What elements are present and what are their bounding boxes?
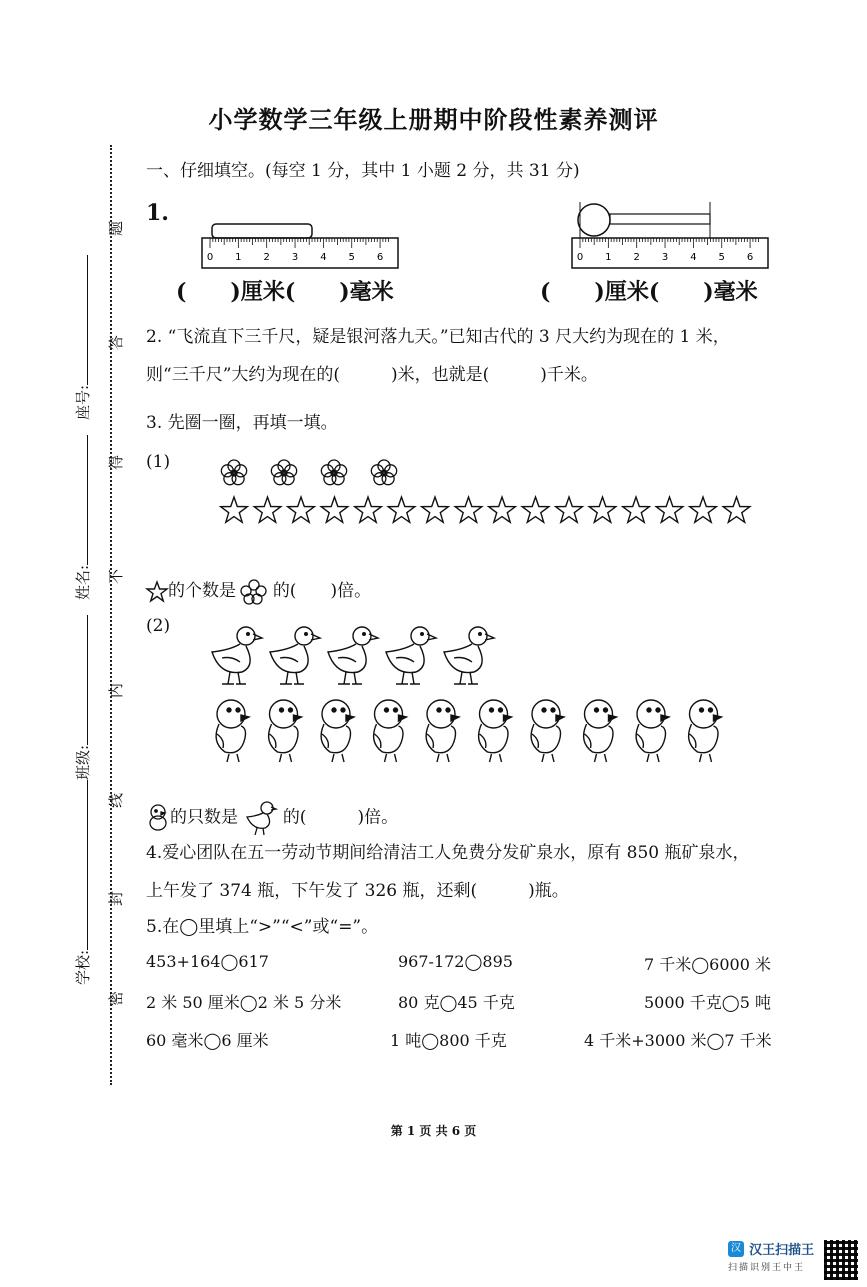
star-mark xyxy=(221,497,248,522)
chick-mark xyxy=(216,700,249,762)
star-mark xyxy=(522,497,549,522)
scanner-watermark xyxy=(728,1238,820,1278)
q1-number: 1. xyxy=(146,200,169,226)
duck-icon xyxy=(243,800,277,836)
q4-line2[interactable]: 上午发了 374 瓶，下午发了 326 瓶，还剩( )瓶。 xyxy=(146,881,569,901)
scanner-logo-icon: 汉 xyxy=(728,1241,744,1257)
star-mark xyxy=(623,497,650,522)
duck-mark xyxy=(212,627,262,684)
ducks-and-chicks xyxy=(205,622,745,772)
star-mark xyxy=(321,497,348,522)
section-heading: 一、仔细填空。(每空 1 分，其中 1 小题 2 分，共 31 分) xyxy=(146,161,580,181)
flower-mark xyxy=(321,460,346,485)
seal-char: 答 xyxy=(107,334,126,351)
ruler-tick-label: 1 xyxy=(605,252,612,263)
chick-mark xyxy=(584,700,617,762)
seal-char: 不 xyxy=(107,568,126,585)
flower-icon xyxy=(241,579,267,605)
star-mark xyxy=(690,497,717,522)
page-title: 小学数学三年级上册期中阶段性素养测评 xyxy=(208,105,659,134)
ruler-tick-label: 5 xyxy=(348,252,355,263)
duck-mark xyxy=(444,627,494,684)
chick-mark xyxy=(531,700,564,762)
q3-part2-text-b: 的( )倍。 xyxy=(282,807,399,828)
q5-item[interactable]: 453+164◯617 xyxy=(146,952,269,971)
seal-char: 内 xyxy=(107,682,126,699)
q5-item[interactable]: 80 克◯45 千克 xyxy=(398,993,515,1012)
star-icon xyxy=(146,581,168,603)
star-mark xyxy=(556,497,583,522)
q3-part1-text-b: 的( )倍。 xyxy=(272,581,372,601)
binding-line xyxy=(110,145,112,1085)
star-mark xyxy=(254,497,281,522)
ruler-tick-label: 6 xyxy=(376,252,384,263)
q5-item[interactable]: 60 毫米◯6 厘米 xyxy=(146,1031,269,1050)
ruler-tick-label: 4 xyxy=(690,252,697,263)
duck-mark xyxy=(328,627,378,684)
q5-item[interactable]: 4 千米+3000 米◯7 千米 xyxy=(584,1031,772,1050)
school-label: 学校: xyxy=(74,949,92,985)
seal-char: 题 xyxy=(107,220,126,237)
q3-part2-sentence[interactable] xyxy=(146,800,398,836)
star-mark xyxy=(288,497,315,522)
seal-char: 线 xyxy=(107,792,126,809)
star-mark xyxy=(455,497,482,522)
q1-left-answer[interactable]: ( )厘米( )毫米 xyxy=(176,279,394,305)
ruler-tick-label: 5 xyxy=(718,252,725,263)
q3-part1-text-a: 的个数是 xyxy=(168,581,236,601)
ruler-tick-label: 2 xyxy=(263,252,270,263)
chick-mark xyxy=(426,700,459,762)
star-mark xyxy=(355,497,382,522)
ruler-tick-label: 4 xyxy=(320,252,327,263)
q5-item[interactable]: 1 吨◯800 千克 xyxy=(390,1031,507,1050)
ruler-tick-label: 0 xyxy=(206,252,214,263)
q2-line2[interactable]: 则“三千尺”大约为现在的( )米，也就是( )千米。 xyxy=(146,365,598,385)
seal-char: 密 xyxy=(107,990,126,1007)
chick-mark xyxy=(636,700,669,762)
q3-part2-label: (2) xyxy=(146,616,171,636)
q3-part1-label: (1) xyxy=(146,452,171,472)
q2-line1: 2. “飞流直下三千尺，疑是银河落九天。”已知古代的 3 尺大约为现在的 1 米， xyxy=(146,327,730,347)
ruler-tick-label: 3 xyxy=(661,252,669,263)
chick-mark xyxy=(689,700,722,762)
flower-mark xyxy=(221,460,246,485)
seal-char: 得 xyxy=(107,454,126,471)
q1-right-answer[interactable]: ( )厘米( )毫米 xyxy=(540,279,758,305)
duck-mark xyxy=(270,627,320,684)
star-mark xyxy=(388,497,415,522)
q3-part2-text-a: 的只数是 xyxy=(170,807,238,828)
star-mark xyxy=(589,497,616,522)
flower-mark xyxy=(271,460,296,485)
duck-row xyxy=(212,627,494,684)
scanner-brand: 汉王扫描王 xyxy=(749,1243,815,1258)
q5-item[interactable]: 967-172◯895 xyxy=(398,952,513,971)
ruler-tick-label: 0 xyxy=(576,252,584,263)
name-field[interactable] xyxy=(72,435,93,600)
star-mark xyxy=(489,497,516,522)
chick-mark xyxy=(479,700,512,762)
seal-char: 封 xyxy=(107,890,126,907)
name-label: 姓名: xyxy=(74,564,92,600)
school-field[interactable] xyxy=(72,780,93,985)
flower-row xyxy=(221,460,396,485)
ruler-tick-label: 1 xyxy=(235,252,242,263)
ruler-tick-label: 3 xyxy=(291,252,299,263)
chick-mark xyxy=(374,700,407,762)
star-mark xyxy=(656,497,683,522)
chick-mark xyxy=(321,700,354,762)
seat-field[interactable] xyxy=(72,255,93,420)
qr-code-icon xyxy=(824,1240,858,1280)
flowers-and-stars xyxy=(218,455,758,530)
seat-label: 座号: xyxy=(74,384,92,420)
page-number: 第 1 页 共 6 页 xyxy=(390,1124,477,1138)
ruler-tick-label: 6 xyxy=(746,252,754,263)
q3-part1-sentence[interactable] xyxy=(146,576,371,605)
q3-heading: 3. 先圈一圈，再填一填。 xyxy=(146,413,338,433)
duck-mark xyxy=(386,627,436,684)
q5-item[interactable]: 5000 千克◯5 吨 xyxy=(644,993,771,1012)
chick-icon xyxy=(146,803,170,833)
star-mark xyxy=(422,497,449,522)
ruler-right xyxy=(566,198,771,273)
class-field[interactable] xyxy=(72,615,93,780)
ruler-left xyxy=(200,222,405,272)
q5-item[interactable]: 2 米 50 厘米◯2 米 5 分米 xyxy=(146,993,342,1012)
class-label: 班级: xyxy=(74,744,92,780)
q4-line1: 4.爱心团队在五一劳动节期间给清洁工人免费分发矿泉水，原有 850 瓶矿泉水， xyxy=(146,843,750,863)
star-row xyxy=(221,497,750,522)
chick-mark xyxy=(269,700,302,762)
star-mark xyxy=(723,497,750,522)
q5-item[interactable]: 7 千米◯6000 米 xyxy=(644,955,771,974)
flower-mark xyxy=(371,460,396,485)
q5-heading: 5.在◯里填上“>”“<”或“=”。 xyxy=(146,917,379,937)
chick-row xyxy=(216,700,721,762)
scanner-tagline: 扫描识别王中王 xyxy=(728,1263,806,1273)
ruler-tick-label: 2 xyxy=(633,252,640,263)
